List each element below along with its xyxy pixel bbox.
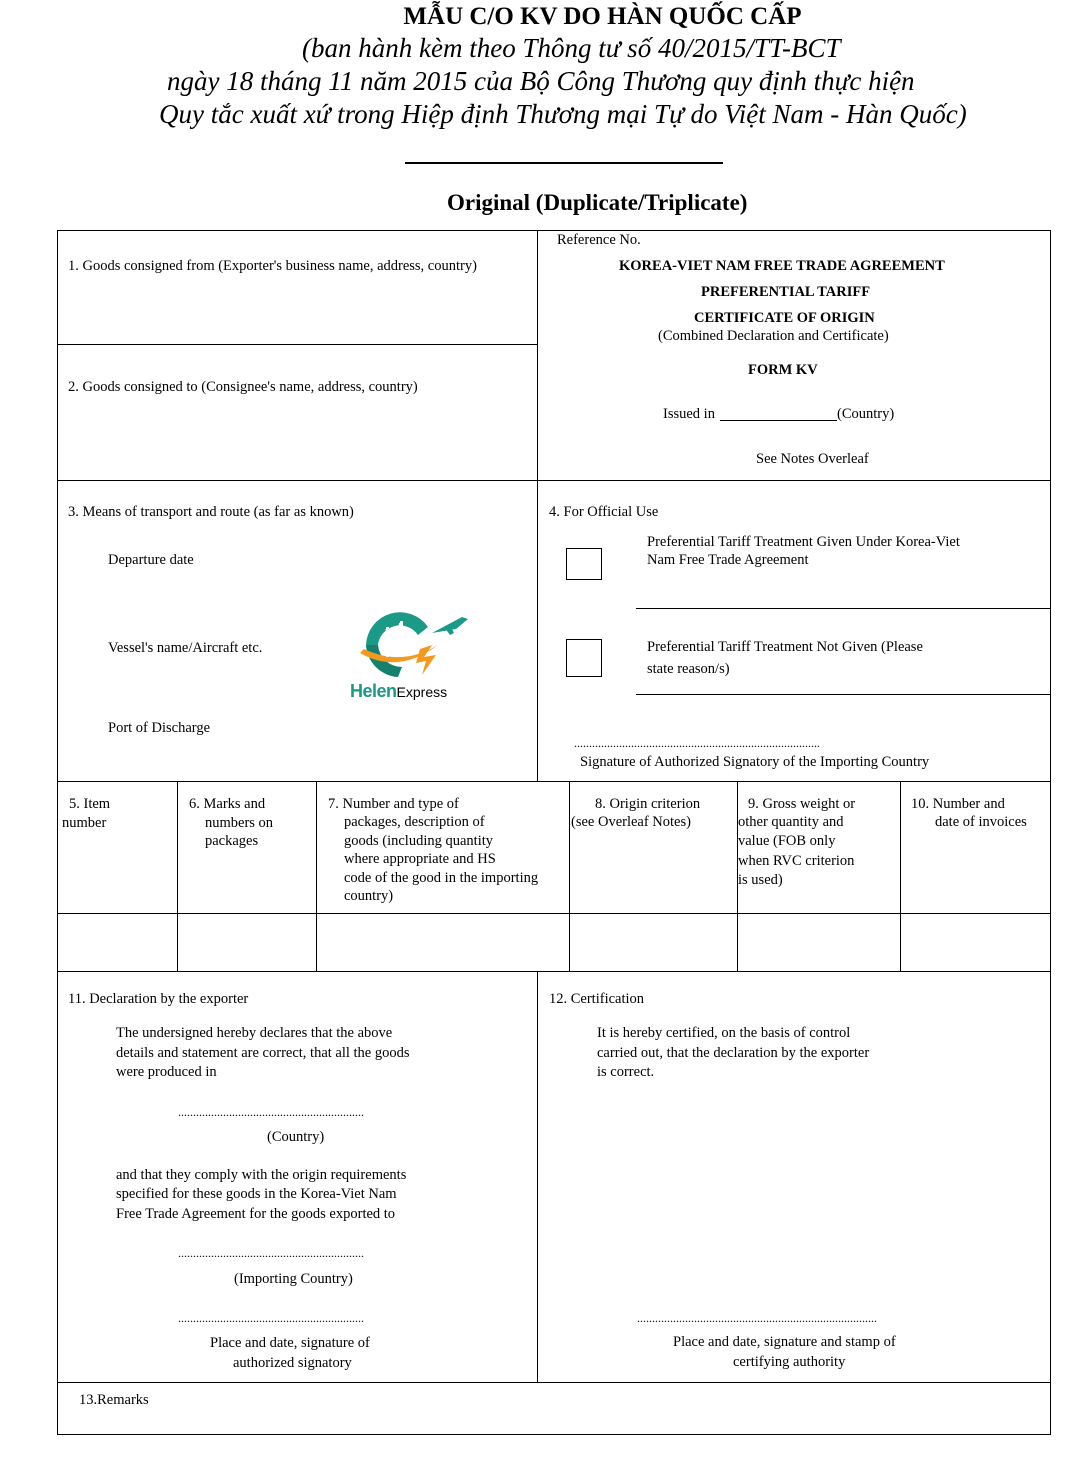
issued-country-label: (Country) xyxy=(837,406,895,422)
box4-label: 4. For Official Use xyxy=(549,504,659,520)
col5-line1: 5. Item xyxy=(69,796,111,812)
copy-label: Original (Duplicate/Triplicate) xyxy=(447,190,748,215)
see-notes: See Notes Overleaf xyxy=(756,451,869,467)
line-box1-bottom xyxy=(57,344,538,345)
col9-line2: other quantity and xyxy=(738,814,844,830)
box12-label: 12. Certification xyxy=(549,991,645,1007)
col7-line6: country) xyxy=(344,888,394,904)
issued-in-line[interactable] xyxy=(720,420,837,421)
box2-label: 2. Goods consigned to (Consignee's name, address, country) xyxy=(68,379,418,395)
official-signature-label: Signature of Authorized Signatory of the Importing Country xyxy=(580,754,930,770)
vessel-label: Vessel's name/Aircraft etc. xyxy=(108,640,263,656)
line-mid-bottom xyxy=(537,971,538,1382)
col6-line1: 6. Marks and xyxy=(189,796,266,812)
col9-line1: 9. Gross weight or xyxy=(748,796,856,812)
logo-text-helen: Helen xyxy=(350,681,397,701)
port-label: Port of Discharge xyxy=(108,720,211,736)
remarks-field[interactable] xyxy=(58,1410,1048,1432)
col7-line2: packages, description of xyxy=(344,814,485,830)
col9-line4: when RVC criterion xyxy=(738,853,855,869)
col6-line2: numbers on xyxy=(205,815,274,831)
box3-label: 3. Means of transport and route (as far as known) xyxy=(68,504,354,520)
box11-text1-line2: details and statement are correct, that all the goods xyxy=(116,1045,410,1061)
header-line-2: ngày 18 tháng 11 năm 2015 của Bộ Công Thương quy định thực hiện xyxy=(167,66,915,96)
col7-line3: goods (including quantity xyxy=(344,833,494,849)
treatment-given-checkbox[interactable] xyxy=(566,548,602,580)
col9-line3: value (FOB only xyxy=(738,833,836,849)
logo-text-express: Express xyxy=(396,684,448,700)
line-table-bottom xyxy=(57,971,1051,972)
col5-line2: number xyxy=(62,815,107,831)
certificate-title: CERTIFICATE OF ORIGIN xyxy=(694,310,875,326)
col8-line2: (see Overleaf Notes) xyxy=(571,814,691,830)
reference-no: Reference No. xyxy=(557,232,641,248)
form-title: MẪU C/O KV DO HÀN QUỐC CẤP xyxy=(403,3,802,30)
col7-line5: code of the good in the importing xyxy=(344,870,539,886)
combined-subtitle: (Combined Declaration and Certificate) xyxy=(658,328,889,344)
treatment-not-given-checkbox[interactable] xyxy=(566,639,602,677)
authority-signature-dots[interactable]: ................................................................................ xyxy=(637,1311,877,1325)
col7-line1: 7. Number and type of xyxy=(328,796,459,812)
cell-invoices[interactable] xyxy=(901,914,1049,971)
cell-marks[interactable] xyxy=(178,914,316,971)
col10-line2: date of invoices xyxy=(935,814,1027,830)
box11-text1-line3: were produced in xyxy=(116,1064,217,1080)
treatment-given-line1: Preferential Tariff Treatment Given Under Korea-Viet xyxy=(647,534,960,550)
form-kv: FORM KV xyxy=(748,362,818,378)
treatment-given-line2: Nam Free Trade Agreement xyxy=(647,552,809,568)
box12-text-line1: It is hereby certified, on the basis of control xyxy=(597,1025,851,1041)
box11-text2-line2: specified for these goods in the Korea-Viet Nam xyxy=(116,1186,397,1202)
logo-icon xyxy=(358,605,478,683)
departure-date-label: Departure date xyxy=(108,552,194,568)
cell-item-number[interactable] xyxy=(58,914,177,971)
exporter-sign-line1: Place and date, signature of xyxy=(210,1335,370,1351)
line-mid-top xyxy=(537,230,538,781)
authority-sign-line2: certifying authority xyxy=(733,1354,846,1370)
authority-sign-line1: Place and date, signature and stamp of xyxy=(673,1334,896,1350)
issued-in-label: Issued in xyxy=(663,406,715,422)
col6-line3: packages xyxy=(205,833,259,849)
tariff-title: PREFERENTIAL TARIFF xyxy=(701,284,871,300)
official-signature-dots[interactable]: .................................................................................. xyxy=(574,736,820,750)
line-row2-bottom xyxy=(57,781,1051,782)
box12-text-line3: is correct. xyxy=(597,1064,655,1080)
cell-gross-weight[interactable] xyxy=(738,914,900,971)
produced-country-dots[interactable]: .............................................................. xyxy=(178,1105,364,1119)
line-row1-bottom xyxy=(57,480,1051,481)
agreement-title: KOREA-VIET NAM FREE TRADE AGREEMENT xyxy=(619,258,945,274)
treatment-not-given-line2: state reason/s) xyxy=(647,661,730,677)
line-row4-bottom xyxy=(57,1382,1051,1383)
col8-line1: 8. Origin criterion xyxy=(595,796,701,812)
exporter-sign-line2: authorized signatory xyxy=(233,1355,352,1371)
col10-line1: 10. Number and xyxy=(911,796,1005,812)
line-given-bottom xyxy=(636,608,1051,609)
remarks-label: 13.Remarks xyxy=(79,1392,149,1408)
exporter-signature-dots[interactable]: .............................................................. xyxy=(178,1311,364,1325)
cell-description[interactable] xyxy=(317,914,569,971)
cell-origin-criterion[interactable] xyxy=(570,914,737,971)
box12-text-line2: carried out, that the declaration by the exporter xyxy=(597,1045,870,1061)
box11-label: 11. Declaration by the exporter xyxy=(68,991,249,1007)
importing-country-label: (Importing Country) xyxy=(234,1271,353,1287)
treatment-not-given-line1: Preferential Tariff Treatment Not Given (Please xyxy=(647,639,923,655)
box11-text2-line1: and that they comply with the origin requirements xyxy=(116,1167,407,1183)
col7-line4: where appropriate and HS xyxy=(344,851,496,867)
importing-country-dots[interactable]: .............................................................. xyxy=(178,1246,364,1260)
box11-text2-line3: Free Trade Agreement for the goods exported to xyxy=(116,1206,396,1222)
col9-line5: is used) xyxy=(738,872,783,888)
box11-text1-line1: The undersigned hereby declares that the above xyxy=(116,1025,393,1041)
line-notgiven-bottom xyxy=(636,694,1051,695)
helen-express-logo xyxy=(350,605,478,705)
header-divider xyxy=(405,162,723,164)
produced-country-label: (Country) xyxy=(267,1129,325,1145)
header-line-3: Quy tắc xuất xứ trong Hiệp định Thương mại Tự do Việt Nam - Hàn Quốc) xyxy=(159,99,967,129)
header-line-1: (ban hành kèm theo Thông tư số 40/2015/TT-BCT xyxy=(302,33,841,63)
box1-label: 1. Goods consigned from (Exporter's business name, address, country) xyxy=(68,258,477,274)
